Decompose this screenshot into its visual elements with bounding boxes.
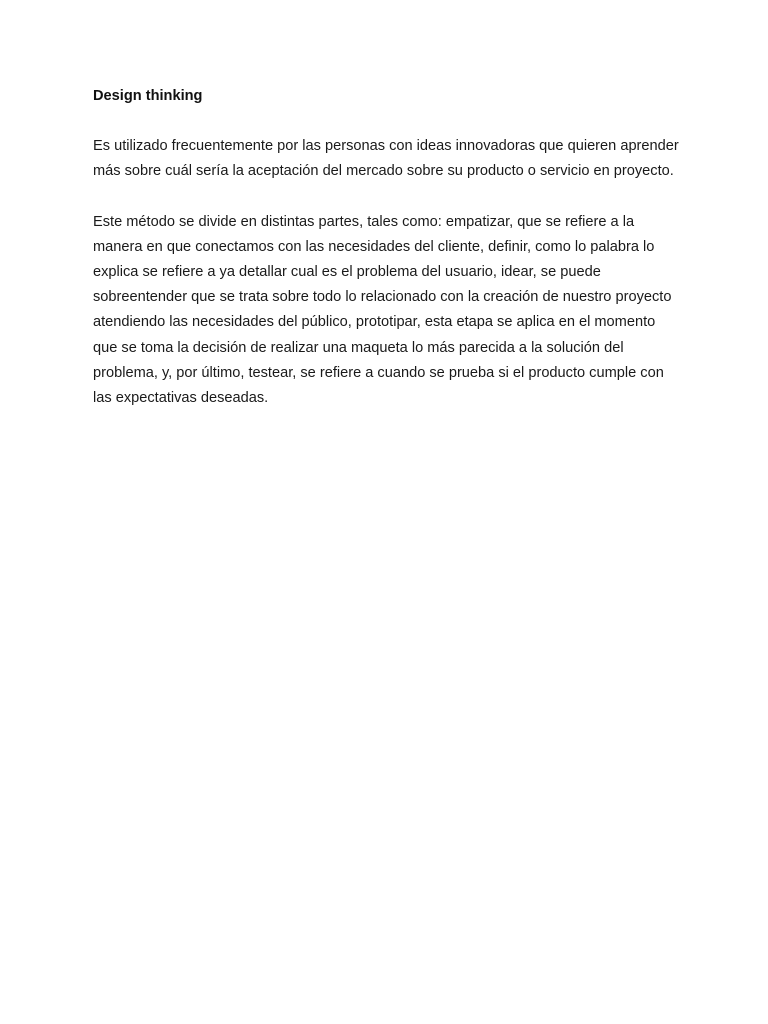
document-title: Design thinking bbox=[93, 88, 203, 104]
paragraph-intro: Es utilizado frecuentemente por las personas con ideas innovadoras que quieren aprender más sobre cuál sería la aceptación del mercado sobre su producto o servicio en proyecto. bbox=[93, 138, 679, 180]
paragraph-method: Este método se divide en distintas partes, tales como: empatizar, que se refiere a la manera en que conectamos con las necesidades del cliente, definir, como lo palabra lo explica se refiere a ya detallar cual es el problema del usuario, idear, se puede sobreentender que se trata sobre todo lo relacionado con la creación de nuestro proyecto atendiendo las necesidades del público, prototipar, esta etapa se aplica en el momento que se toma la decisión de realizar una maqueta lo más parecida a la solución del problema, y, por último, testear, se refiere a cuando se prueba si el producto cumple con las expectativas deseadas. bbox=[93, 213, 672, 407]
document-body bbox=[93, 84, 683, 436]
